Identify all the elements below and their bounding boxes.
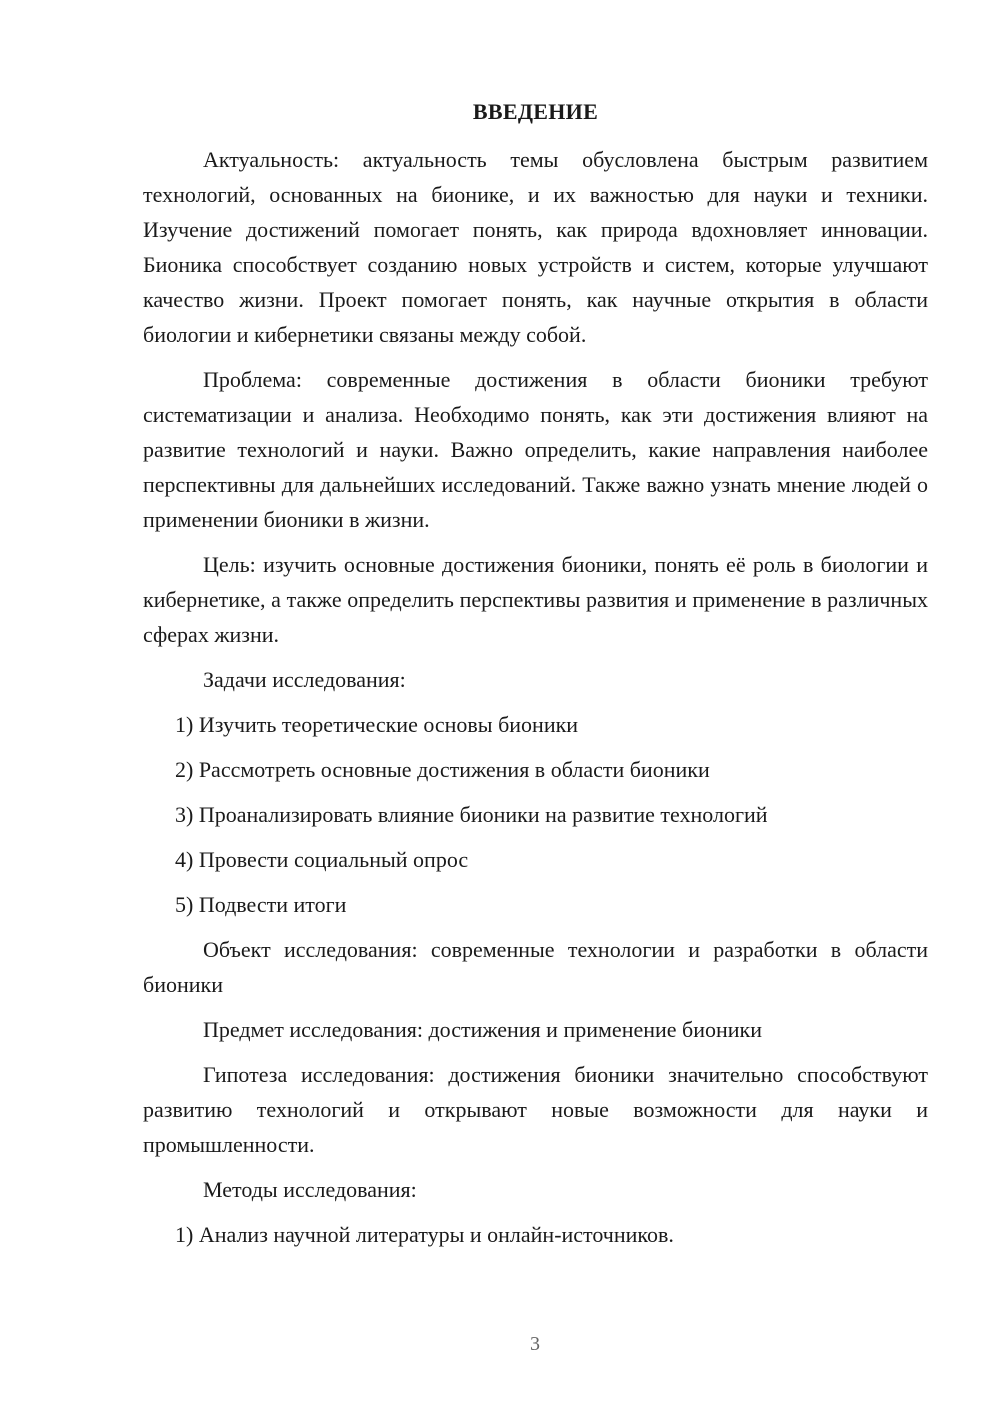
relevance-paragraph: Актуальность: актуальность темы обусловлена быстрым развитием технологий, основанных на бионике, и их важностью для науки и техники. Изучение достижений помогает понять, как природа вдохновляет инновации. Бионика способствует созданию новых устройств и систем, которые улучшают качество жизни. Проект помогает понять, как научные открытия в области биологии и кибернетики связаны между собой. xyxy=(143,147,928,347)
task-item: 4) Провести социальный опрос xyxy=(175,847,469,872)
document-page xyxy=(143,96,928,1262)
object-paragraph: Объект исследования: современные технологии и разработки в области бионики xyxy=(143,937,928,997)
task-item: 3) Проанализировать влияние бионики на развитие технологий xyxy=(175,802,768,827)
subject-paragraph: Предмет исследования: достижения и применение бионики xyxy=(203,1017,763,1042)
hypothesis-paragraph: Гипотеза исследования: достижения бионики значительно способствуют развитию технологий и открывают новые возможности для науки и промышленности. xyxy=(143,1062,928,1157)
problem-paragraph: Проблема: современные достижения в области бионики требуют систематизации и анализа. Необходимо понять, как эти достижения влияют на развитие технологий и науки. Важно определить, какие направления наиболее перспективны для дальнейших исследований. Также важно узнать мнение людей о применении бионики в жизни. xyxy=(143,367,928,532)
page-title: ВВЕДЕНИЕ xyxy=(472,99,599,124)
tasks-heading: Задачи исследования: xyxy=(203,667,406,692)
task-item: 1) Изучить теоретические основы бионики xyxy=(175,712,579,737)
methods-heading: Методы исследования: xyxy=(203,1177,417,1202)
task-item: 5) Подвести итоги xyxy=(175,892,347,917)
goal-paragraph: Цель: изучить основные достижения бионики, понять её роль в биологии и кибернетике, а также определить перспективы развития и применение в различных сферах жизни. xyxy=(143,552,928,647)
task-item: 2) Рассмотреть основные достижения в области бионики xyxy=(175,757,710,782)
method-item: 1) Анализ научной литературы и онлайн-источников. xyxy=(175,1222,674,1247)
page-number: 3 xyxy=(530,1333,540,1355)
